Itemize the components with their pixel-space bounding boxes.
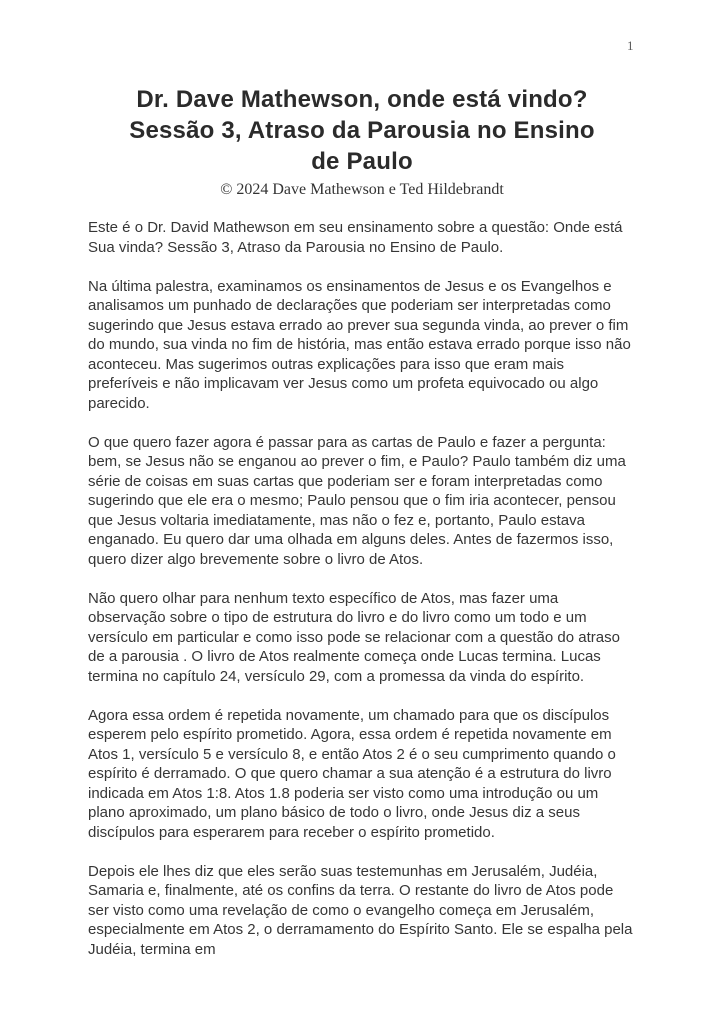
document-body [0, 218, 724, 959]
paragraph-witnesses: Depois ele lhes diz que eles serão suas testemunhas em Jerusalém, Judéia, Samaria e, finalmente, até os confins da terra. O restante do livro de Atos pode ser visto como uma revelação de como o evangelho começa em Jerusalém, especialmente em Atos 2, o derramamento do Espírito Santo. Ele se espalha pela Judéia, termina em [88, 862, 633, 958]
paragraph-last-lecture: Na última palestra, examinamos os ensinamentos de Jesus e os Evangelhos e analisamos um punhado de declarações que poderiam ser interpretadas como sugerindo que Jesus estava errado ao prever sua segunda vinda, ao prever o fim do mundo, sua vinda no fim de história, mas então estava errado porque isso não aconteceu. Mas sugerimos outras explicações para isso que eram mais preferíveis e não implicavam ver Jesus como um profeta equivocado ou algo parecido. [88, 277, 631, 412]
paragraph-acts-structure: Não quero olhar para nenhum texto específico de Atos, mas fazer uma observação sobre o tipo de estrutura do livro e do livro como um todo e um versículo em particular e como isso pode se relacionar com a questão do atraso de a parousia . O livro de Atos realmente começa onde Lucas termina. Lucas termina no capítulo 24, versículo 29, com a promessa da vinda do espírito. [88, 589, 620, 685]
title-line-3: de Paulo [311, 148, 413, 175]
page-number: 1 [627, 38, 634, 53]
title-line-1: Dr. Dave Mathewson, onde está vindo? [136, 86, 588, 113]
paragraph-paul-letters: O que quero fazer agora é passar para as cartas de Paulo e fazer a pergunta: bem, se Jesus não se enganou ao prever o fim, e Paulo? Paulo também diz uma série de coisas em suas cartas que poderiam ser e foram interpretadas como sugerindo que ele era o mesmo; Paulo pensou que o fim iria acontecer, pensou que Jesus voltaria imediatamente, mas não o fez e, portanto, Paulo estava enganado. Eu quero dar uma olhada em alguns deles. Antes de fazermos isso, quero dizer algo brevemente sobre o livro de Atos. [88, 433, 626, 568]
paragraph-intro: Este é o Dr. David Mathewson em seu ensinamento sobre a questão: Onde está Sua vinda? Sessão 3, Atraso da Parousia no Ensino de Paulo. [88, 219, 623, 256]
document-title [0, 84, 724, 177]
copyright-line: © 2024 Dave Mathewson e Ted Hildebrandt [220, 181, 504, 198]
title-line-2: Sessão 3, Atraso da Parousia no Ensino [129, 117, 595, 144]
document-header [0, 0, 724, 200]
paragraph-acts-1-8: Agora essa ordem é repetida novamente, um chamado para que os discípulos esperem pelo espírito prometido. Agora, essa ordem é repetida novamente em Atos 1, versículo 5 e versículo 8, e então Atos 2 é o seu cumprimento quando o espírito é derramado. O que quero chamar a sua atenção é a estrutura do livro indicada em Atos 1:8. Atos 1.8 poderia ser visto como uma introdução ou um plano aproximado, um plano básico de todo o livro, onde Jesus diz a seus discípulos para esperarem para receber o espírito prometido. [88, 706, 616, 841]
